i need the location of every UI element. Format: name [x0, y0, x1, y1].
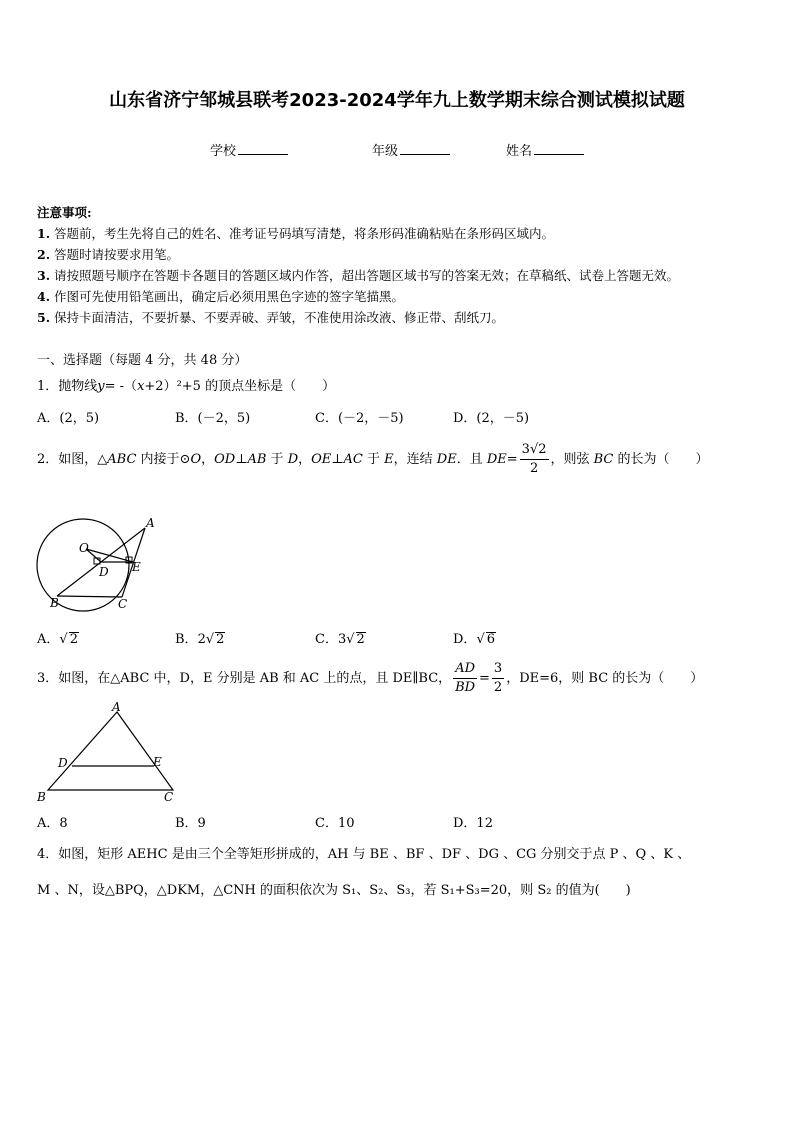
- q2-text: ．且: [456, 452, 487, 467]
- q2-var: OD: [214, 452, 236, 467]
- option-radicand: 2: [216, 632, 225, 647]
- q2-text: 于: [362, 452, 385, 467]
- question-4-line-1: 4．如图，矩形 AEHC 是由三个全等矩形拼成的，AH 与 BE 、BF 、DF 、DG 、CG 分别交于点 P 、Q 、K 、: [37, 847, 691, 862]
- triangle-abc: [48, 712, 173, 790]
- q2-option-c[interactable]: C．3√ 2: [315, 632, 365, 647]
- note-item: [37, 245, 179, 263]
- note-number: 1.: [37, 226, 51, 241]
- name-field[interactable]: [506, 140, 584, 159]
- q2-fraction: [520, 441, 549, 478]
- school-blank[interactable]: [238, 142, 288, 155]
- q3-text: ，DE=6，则 BC 的长为（ ）: [506, 671, 704, 686]
- label-d: D: [58, 756, 68, 770]
- q2-text: ，则弦: [550, 452, 594, 467]
- q2-text: 2．如图，△: [37, 452, 108, 467]
- question-1: [37, 375, 335, 394]
- label-d: D: [99, 565, 109, 579]
- q2-var: D: [287, 452, 299, 467]
- q2-text: =: [506, 452, 518, 467]
- q1-var-y: y: [97, 379, 105, 394]
- chord-bc: [57, 596, 122, 597]
- label-e: E: [153, 755, 162, 769]
- note-number: 4.: [37, 289, 51, 304]
- q3-text: 3．如图，在△ABC 中，D，E 分别是 AB 和 AC 上的点，且 DE∥BC，: [37, 671, 452, 686]
- note-text: 答题时请按要求用笔。: [54, 247, 180, 262]
- q3-option-a[interactable]: A．8: [37, 816, 68, 831]
- label-a: A: [112, 700, 121, 714]
- note-text: 答题前，考生先将自己的姓名、准考证号码填写清楚，将条形码准确粘贴在条形码区域内。: [54, 226, 555, 241]
- section-heading: 一、选择题（每题 4 分，共 48 分）: [37, 353, 248, 368]
- fraction-numerator: AD: [453, 660, 477, 679]
- q1-option-a[interactable]: A．(2，5): [37, 411, 100, 426]
- note-item: [37, 287, 404, 305]
- note-number: 5.: [37, 310, 51, 325]
- q2-var: E: [384, 452, 394, 467]
- q2-var: O: [190, 452, 202, 467]
- note-item: [37, 308, 504, 326]
- q2-text: ⊥: [235, 452, 248, 467]
- option-radicand: 2: [69, 632, 78, 647]
- label-o: O: [79, 541, 89, 555]
- fraction-denominator: 2: [493, 680, 503, 695]
- grade-field[interactable]: [372, 140, 450, 159]
- grade-blank[interactable]: [400, 142, 450, 155]
- label-e: E: [132, 560, 141, 574]
- q2-text: ，连结: [393, 452, 437, 467]
- label-c: C: [118, 597, 128, 611]
- option-coef: 2: [197, 632, 206, 647]
- label-b: B: [50, 596, 59, 610]
- option-radicand: 6: [486, 632, 496, 647]
- q2-text: ，: [298, 452, 312, 467]
- label-b: B: [37, 790, 46, 804]
- q1-var-x: x: [137, 379, 145, 394]
- q2-figure: [30, 512, 160, 617]
- q1-option-d[interactable]: D．(2，－5): [453, 411, 530, 426]
- q1-text: = -（: [104, 379, 138, 394]
- q3-text: =: [479, 671, 490, 686]
- note-item: [37, 224, 554, 242]
- label-c: C: [164, 790, 174, 804]
- fraction-numerator: 3√2: [520, 441, 549, 460]
- q3-fraction: [492, 660, 504, 697]
- q1-option-c[interactable]: C．(－2，－5): [315, 411, 404, 426]
- q2-var: AC: [343, 452, 363, 467]
- grade-label: 年级: [372, 144, 399, 159]
- school-field[interactable]: [210, 140, 288, 159]
- q3-option-c[interactable]: C．10: [315, 816, 355, 831]
- q2-text: 的长为（ ）: [613, 452, 709, 467]
- q1-option-b[interactable]: B．(－2，5): [175, 411, 251, 426]
- q2-text: ⊥: [331, 452, 344, 467]
- q1-text: +2）²+5 的顶点坐标是（ ）: [144, 379, 336, 394]
- label-a: A: [146, 516, 155, 530]
- fraction-numerator: 3: [492, 660, 504, 679]
- question-3: [37, 660, 703, 697]
- note-number: 2.: [37, 247, 51, 262]
- note-text: 请按照题号顺序在答题卡各题目的答题区域内作答，超出答题区域书写的答案无效；在草稿纸、试卷上答题无效。: [54, 268, 680, 283]
- option-letter: B．: [175, 632, 198, 647]
- q2-var: DE: [486, 452, 507, 467]
- question-4-line-2: M 、N，设△BPQ，△DKM，△CNH 的面积依次为 S₁、S₂、S₃，若 S₁+S₃=20，则 S₂ 的值为( ): [37, 883, 631, 898]
- q2-text: 于: [266, 452, 288, 467]
- option-coef: 3: [337, 632, 347, 647]
- q2-text: 内接于⊙: [136, 452, 191, 467]
- option-letter: C．: [315, 632, 338, 647]
- q2-option-b[interactable]: B．2√ 2: [175, 632, 225, 647]
- question-2: [37, 441, 709, 478]
- note-text: 作图可先使用铅笔画出，确定后必须用黑色字迹的签字笔描黑。: [54, 289, 405, 304]
- fraction-denominator: BD: [455, 680, 476, 695]
- q2-text: ，: [201, 452, 215, 467]
- note-number: 3.: [37, 268, 51, 283]
- note-item: [37, 266, 679, 284]
- page-title: 山东省济宁邹城县联考2023-2024学年九上数学期末综合测试模拟试题: [109, 90, 685, 111]
- option-letter: A．: [37, 632, 60, 647]
- q3-option-d[interactable]: D．12: [453, 816, 493, 831]
- q2-var: OE: [311, 452, 332, 467]
- q2-option-d[interactable]: D．√ 6: [453, 632, 496, 647]
- fraction-denominator: 2: [529, 461, 539, 476]
- q3-fraction: [453, 660, 477, 697]
- q2-var: AB: [247, 452, 267, 467]
- option-radicand: 2: [356, 632, 365, 647]
- school-label: 学校: [210, 144, 237, 159]
- q2-option-a[interactable]: A．√ 2: [37, 632, 78, 647]
- q2-var: BC: [593, 452, 614, 467]
- option-letter: D．: [453, 632, 477, 647]
- notes-heading: 注意事项:: [37, 205, 92, 220]
- q2-var: ABC: [107, 452, 137, 467]
- name-label: 姓名: [506, 144, 533, 159]
- q3-option-b[interactable]: B．9: [175, 816, 206, 831]
- note-text: 保持卡面清洁，不要折暴、不要弄破、弄皱，不准使用涂改液、修正带、刮纸刀。: [54, 310, 505, 325]
- q3-figure: [30, 700, 180, 806]
- name-blank[interactable]: [534, 142, 584, 155]
- q2-var: DE: [436, 452, 457, 467]
- q1-text: 1．抛物线: [37, 379, 98, 394]
